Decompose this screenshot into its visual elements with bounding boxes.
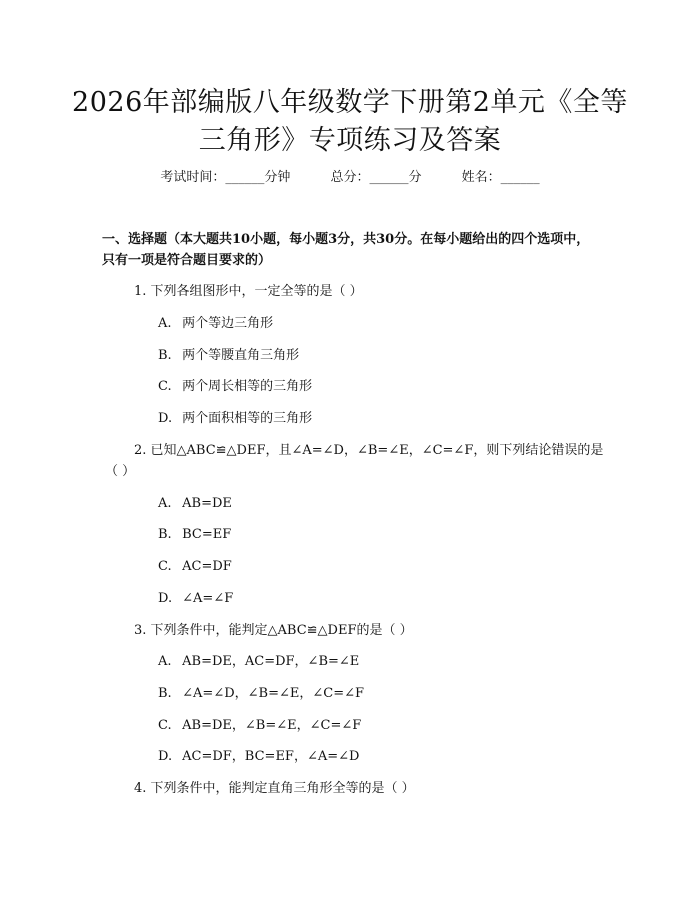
option-text: 两个周长相等的三角形 [182, 379, 313, 394]
option-label: C. [158, 379, 172, 394]
exam-score: 总分：______分 [330, 170, 422, 185]
question-stem: 1. 下列各组图形中，一定全等的是（ ） [134, 284, 363, 299]
question-option [158, 313, 598, 334]
question-option [158, 493, 598, 514]
question-stem: 3. 下列条件中，能判定△ABC≌△DEF的是（ ） [134, 623, 413, 638]
question-stem: 4. 下列条件中，能判定直角三角形全等的是（ ） [134, 781, 415, 796]
question-option [158, 683, 598, 704]
option-text: AB=DE [182, 496, 232, 511]
question-option [158, 408, 598, 429]
question-option [158, 588, 598, 609]
option-label: B. [158, 527, 172, 542]
option-label: C. [158, 718, 172, 733]
option-text: AC=DF [182, 559, 232, 574]
option-label: D. [158, 591, 173, 606]
question-option [158, 376, 598, 397]
question-option [158, 651, 598, 672]
question-option [158, 345, 598, 366]
question-option [158, 524, 598, 545]
question-option [158, 746, 598, 767]
option-label: D. [158, 411, 173, 426]
option-text: BC=EF [182, 527, 232, 542]
option-text: ∠A=∠F [182, 591, 234, 606]
option-label: A. [158, 316, 172, 331]
question-option [158, 715, 598, 736]
exam-time: 考试时间：______分钟 [160, 170, 291, 185]
option-label: C. [158, 559, 172, 574]
option-text: AB=DE，∠B=∠E，∠C=∠F [182, 718, 362, 733]
document-title: 2026年部编版八年级数学下册第2单元《全等三角形》专项练习及答案 [72, 87, 628, 156]
option-text: ∠A=∠D，∠B=∠E，∠C=∠F [182, 686, 364, 701]
option-text: 两个等边三角形 [182, 316, 274, 331]
question-option [158, 556, 598, 577]
option-text: 两个面积相等的三角形 [182, 411, 313, 426]
option-text: AC=DF，BC=EF，∠A=∠D [182, 749, 360, 764]
student-name: 姓名：______ [461, 170, 540, 185]
option-label: B. [158, 348, 172, 363]
section-heading: 一、选择题（本大题共10小题，每小题3分，共30分。在每小题给出的四个选项中，只有一项是符合题目要求的） [102, 232, 590, 268]
option-label: A. [158, 654, 172, 669]
option-label: B. [158, 686, 172, 701]
option-text: 两个等腰直角三角形 [182, 348, 300, 363]
option-text: AB=DE，AC=DF，∠B=∠E [182, 654, 360, 669]
question-stem: 2. 已知△ABC≌△DEF，且∠A=∠D，∠B=∠E，∠C=∠F，则下列结论错误的是（ ） [105, 443, 604, 479]
exam-meta [0, 168, 700, 188]
option-label: A. [158, 496, 172, 511]
option-label: D. [158, 749, 173, 764]
